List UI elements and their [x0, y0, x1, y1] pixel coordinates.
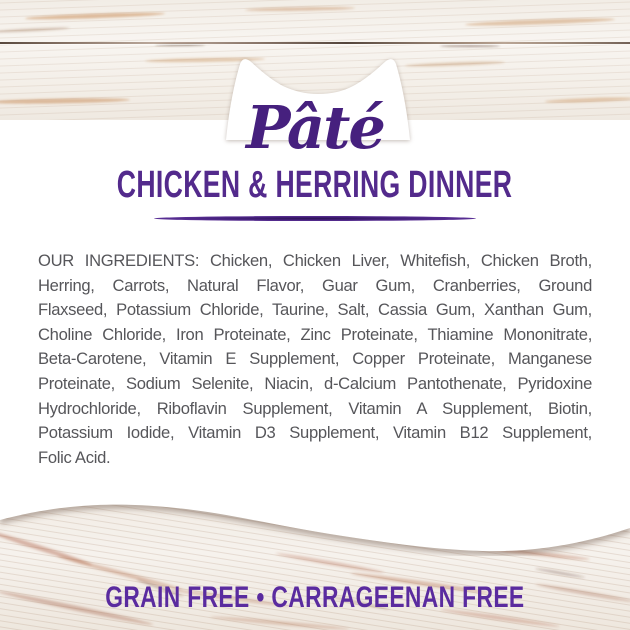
ingredients-line: Flaxseed, Potassium Chloride, Taurine, Salt, Cassia Gum, Xanthan Gum, — [38, 300, 592, 320]
claims-text: GRAIN FREE • CARRAGEENAN FREE — [105, 581, 525, 614]
recipe-name-text: CHICKEN & HERRING DINNER — [117, 164, 513, 206]
claims-banner — [0, 583, 630, 613]
ingredients-line: Herring, Carrots, Natural Flavor, Guar Gum, Cranberries, Ground — [38, 275, 592, 295]
divider-line — [154, 216, 476, 221]
ingredients-line: Folic Acid. — [38, 447, 111, 467]
ingredients-line: Beta-Carotene, Vitamin E Supplement, Copper Proteinate, Manganese — [38, 349, 592, 369]
recipe-name-title — [0, 166, 630, 204]
ingredients-line: Proteinate, Sodium Selenite, Niacin, d-Calcium Pantothenate, Pyridoxine — [38, 373, 592, 393]
ingredients-line: OUR INGREDIENTS: Chicken, Chicken Liver, Whitefish, Chicken Broth, — [38, 251, 592, 270]
ingredients-text — [38, 249, 592, 470]
product-line-title: Pâté — [246, 93, 384, 162]
ingredients-line: Choline Chloride, Iron Proteinate, Zinc Proteinate, Thiamine Mononitrate, — [38, 324, 592, 344]
ingredients-line: Hydrochloride, Riboflavin Supplement, Vitamin A Supplement, Biotin, — [38, 398, 592, 418]
ingredients-line: Potassium Iodide, Vitamin D3 Supplement, Vitamin B12 Supplement, — [38, 423, 592, 443]
